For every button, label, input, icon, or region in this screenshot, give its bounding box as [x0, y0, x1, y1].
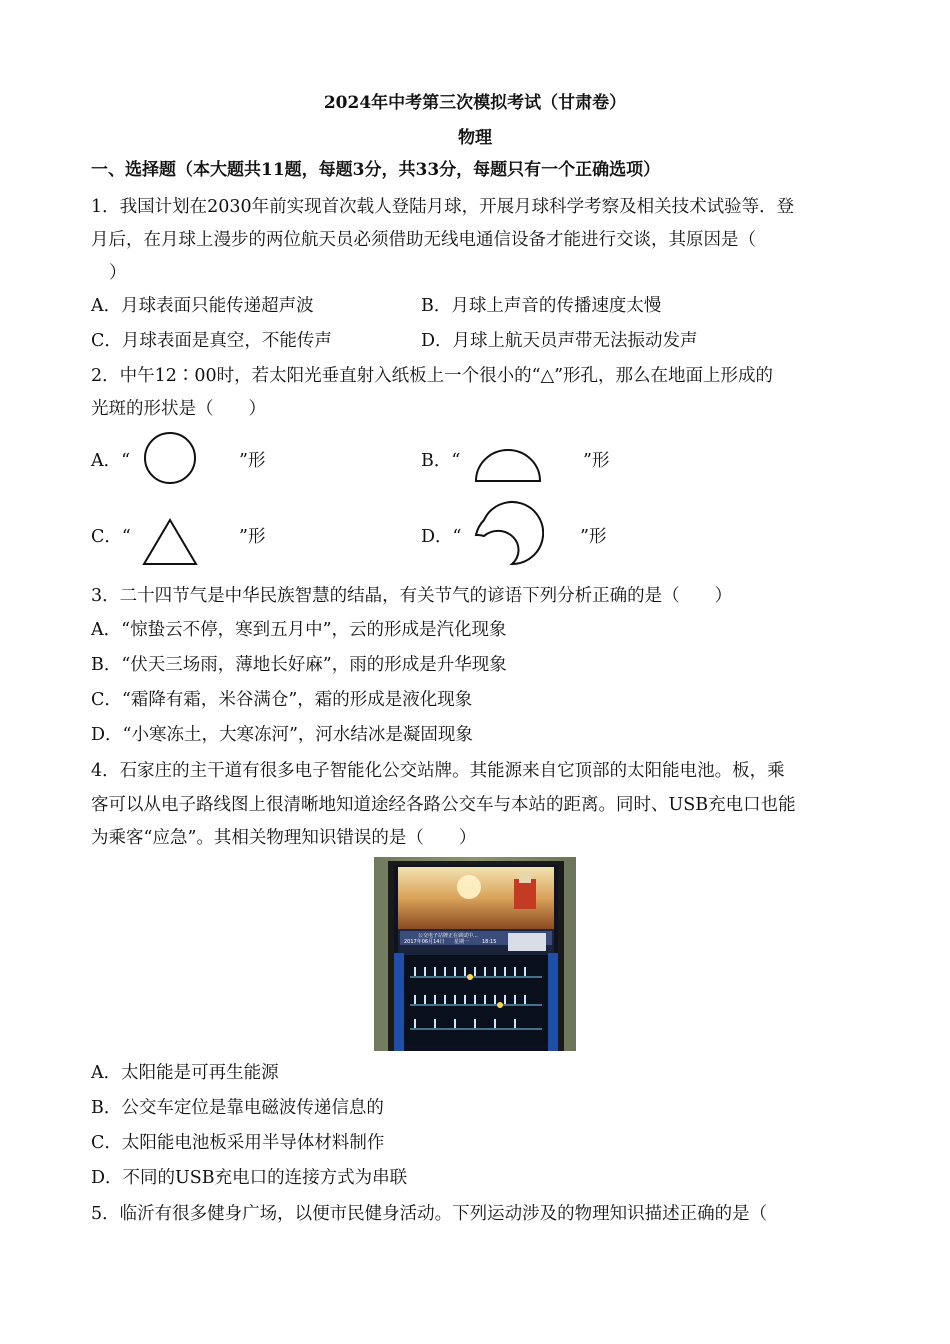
q1-stem-line2: 月后，在月球上漫步的两位航天员必须借助无线电通信设备才能进行交谈，其原因是（ — [91, 230, 756, 250]
bus-stop-sign-photo — [374, 857, 576, 1051]
notched-circle-shape-icon — [472, 500, 544, 568]
q1-option-d: D．月球上航天员声带无法振动发声 — [421, 331, 698, 351]
q3-option-c: C．“霜降有霜，米谷满仓”，霜的形成是液化现象 — [91, 690, 473, 710]
subject-title: 物理 — [458, 128, 492, 148]
q2-option-a-prefix: A．“ — [91, 451, 131, 471]
q1-option-b: B．月球上声音的传播速度太慢 — [421, 296, 662, 316]
photo-time-text: 18:15 — [482, 939, 497, 945]
q4-option-c: C．太阳能电池板采用半导体材料制作 — [91, 1133, 385, 1153]
q2-option-c-prefix: C．“ — [91, 527, 131, 547]
q4-stem-line3: 为乘客“应急”。其相关物理知识错误的是（ ） — [91, 828, 477, 848]
q2-option-d-suffix: ”形 — [580, 527, 607, 547]
q3-option-d: D．“小寒冻土，大寒冻河”，河水结冰是凝固现象 — [91, 725, 473, 745]
q4-stem-line2: 客可以从电子路线图上很清晰地知道途经各路公交车与本站的距离。同时、USB充电口也能 — [91, 795, 796, 815]
photo-weekday-text: 星期一 — [454, 939, 470, 945]
semicircle-shape-icon — [472, 446, 544, 484]
q4-option-b: B．公交车定位是靠电磁波传递信息的 — [91, 1098, 384, 1118]
q2-option-c-suffix: ”形 — [239, 527, 266, 547]
q1-stem-line1: 1．我国计划在2030年前实现首次载人登陆月球，开展月球科学考察及相关技术试验等．登 — [91, 197, 795, 217]
q2-option-a-suffix: ”形 — [239, 451, 266, 471]
q5-stem: 5．临沂有很多健身广场，以便市民健身活动。下列运动涉及的物理知识描述正确的是（ — [91, 1204, 768, 1224]
q2-stem-line2: 光斑的形状是（ ） — [91, 399, 266, 419]
section-heading: 一、选择题（本大题共11题，每题3分，共33分，每题只有一个正确选项） — [91, 160, 661, 180]
q4-option-d: D．不同的USB充电口的连接方式为串联 — [91, 1168, 408, 1188]
q2-option-d-prefix: D．“ — [421, 527, 462, 547]
q1-stem-line3: ） — [109, 263, 127, 283]
exam-title: 2024年中考第三次模拟考试（甘肃卷） — [323, 93, 627, 113]
q1-option-a: A．月球表面只能传递超声波 — [91, 296, 314, 316]
photo-notice-text: 公交电子站牌正在调试中... — [418, 933, 478, 939]
q4-stem-line1: 4．石家庄的主干道有很多电子智能化公交站牌。其能源来自它顶部的太阳能电池。板，乘 — [91, 761, 785, 781]
q1-option-c: C．月球表面是真空，不能传声 — [91, 331, 332, 351]
q2-stem-line1: 2．中午12∶00时，若太阳光垂直射入纸板上一个很小的“△”形孔，那么在地面上形成的 — [91, 366, 774, 386]
triangle-shape-icon — [140, 517, 200, 567]
q4-option-a: A．太阳能是可再生能源 — [91, 1063, 279, 1083]
photo-date-text: 2017年06月14日 — [404, 939, 445, 945]
circle-shape-icon — [140, 430, 200, 488]
q3-stem: 3．二十四节气是中华民族智慧的结晶，有关节气的谚语下列分析正确的是（ ） — [91, 586, 733, 606]
q3-option-b: B．“伏天三场雨，薄地长好麻”，雨的形成是升华现象 — [91, 655, 507, 675]
q2-option-b-suffix: ”形 — [583, 451, 610, 471]
q2-option-b-prefix: B．“ — [421, 451, 461, 471]
q3-option-a: A．“惊蛰云不停，寒到五月中”，云的形成是汽化现象 — [91, 620, 507, 640]
